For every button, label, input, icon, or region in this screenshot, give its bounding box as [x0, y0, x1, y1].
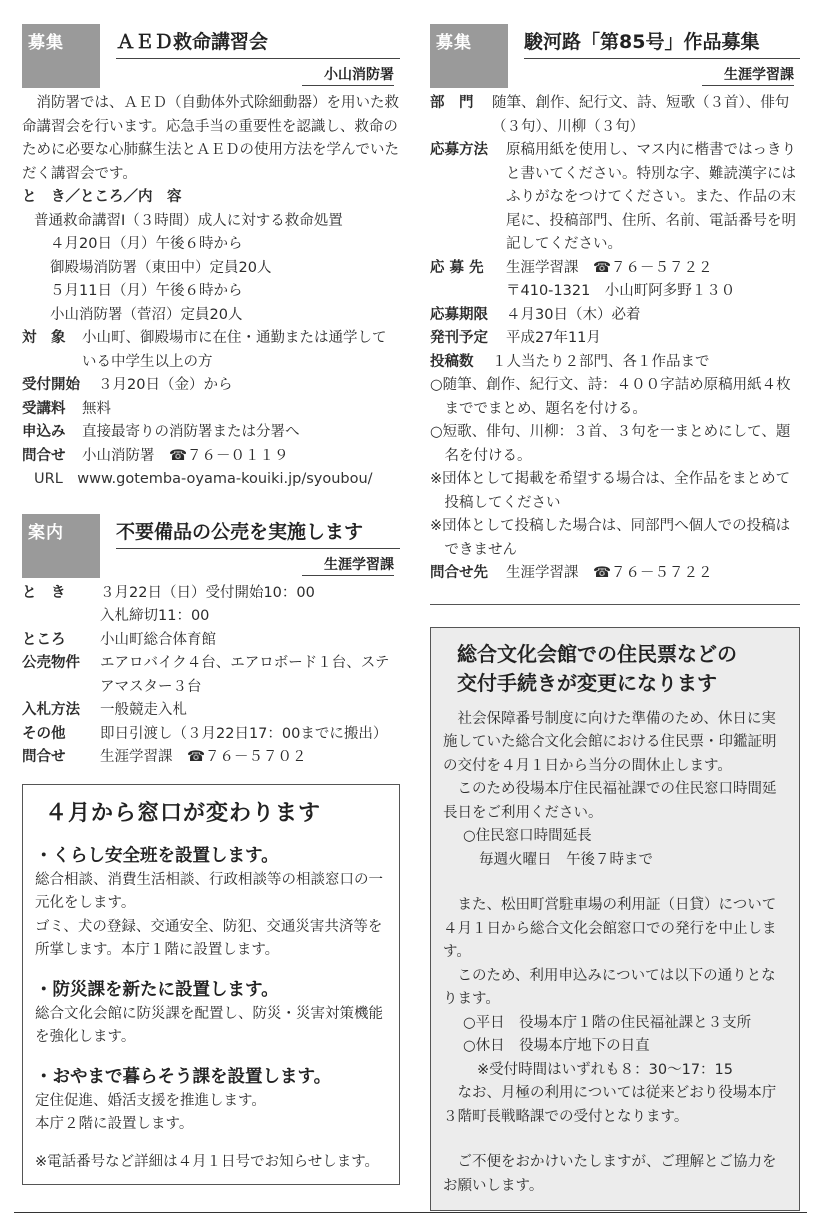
auction-row-label: と き [22, 584, 66, 601]
aed-schedule-3: ５月11日（月）午後６時から [50, 283, 243, 299]
auction-row [22, 582, 400, 606]
aed-contact: 小山消防署 ☎７６－０１１９ [82, 447, 289, 464]
surugaji-note: ○短歌、俳句、川柳：３首、３句を一まとめにして、題名を付ける。 [430, 424, 791, 464]
surugaji-contact-row [430, 562, 800, 586]
aed-url-link[interactable]: URL www.gotemba-oyama-kouiki.jp/syoubou/ [34, 471, 373, 487]
surugaji-row [430, 257, 800, 281]
surugaji-section [430, 24, 800, 586]
window-change-heading: ・おやまで暮らそう課を設置します。 [35, 1066, 332, 1087]
window-change-heading: ・防災課を新たに設置します。 [35, 979, 279, 1000]
bunka-p6: ご不便をおかけいたしますが、ご理解とご協力をお願いします。 [443, 1154, 777, 1194]
aed-target: 小山町、御殿場市に在住・通勤または通学している中学生以上の方 [82, 330, 387, 370]
auction-title: 不要備品の公売を実施します [116, 520, 400, 549]
recruit-tag: 募集 [22, 24, 100, 88]
window-change-line: ゴミ、犬の登録、交通安全、防犯、交通災害共済等を所掌します。本庁１階に設置します。 [35, 918, 383, 958]
surugaji-row [430, 304, 800, 328]
surugaji-row-value: １人当たり２部門、各１作品まで [492, 353, 710, 370]
window-change-line: 本庁２階に設置します。 [35, 1116, 194, 1132]
bunka-p3: また、松田町営駐車場の利用証（日貸）について４月１日から総合文化会館窓口での発行を中止します。 [443, 897, 777, 960]
auction-row-label: 入札方法 [22, 702, 80, 718]
window-change-note: ※電話番号など詳細は４月１日号でお知らせします。 [35, 1153, 380, 1170]
auction-row-label: ところ [22, 631, 66, 648]
surugaji-header [430, 24, 800, 88]
aed-schedule-2: 御殿場消防署（東田中）定員20人 [50, 259, 272, 276]
aed-reception-row [22, 374, 400, 398]
auction-row-value: エアロバイク４台、エアロボード１台、ステアマスター３台 [100, 655, 390, 695]
surugaji-row-label: 応 募 先 [430, 259, 484, 276]
aed-schedule-0: 普通救命講習Ⅰ（３時間）成人に対する救命処置 [34, 212, 343, 229]
surugaji-note: ※団体として掲載を希望する場合は、全作品をまとめて投稿してください [430, 471, 791, 511]
bunka-p2b: 毎週火曜日 午後７時まで [479, 851, 653, 868]
aed-fee-row [22, 398, 400, 422]
auction-header [22, 514, 400, 578]
surugaji-note: ※団体として投稿した場合は、同部門へ個人での投稿はできません [430, 518, 791, 558]
surugaji-row [430, 280, 800, 304]
aed-target-label: 対 象 [22, 330, 66, 346]
auction-row-label [22, 605, 100, 629]
aed-apply-row [22, 421, 400, 445]
aed-contact-label: 問合せ [22, 447, 66, 464]
aed-reception-label: 受付開始 [22, 377, 80, 393]
right-column [430, 24, 800, 1211]
left-column [22, 24, 400, 1185]
bunka-title-line2: 交付手続きが変更になります [457, 670, 717, 695]
bunka-p4a: ○平日 役場本庁１階の住民福祉課と３支所 [463, 1014, 752, 1031]
surugaji-title: 駿河路「第85号」作品募集 [524, 30, 800, 59]
surugaji-row [430, 327, 800, 351]
auction-row [22, 723, 400, 747]
aed-contact-row [22, 445, 400, 469]
bunka-p2: このため役場本庁住民福祉課での住民窓口時間延長日をご利用ください。 [443, 781, 777, 821]
surugaji-row-value: 平成27年11月 [506, 330, 601, 346]
window-change-box [22, 784, 400, 1186]
divider [430, 604, 800, 605]
aed-header [22, 24, 400, 88]
aed-apply: 直接最寄りの消防署または分署へ [82, 424, 300, 440]
aed-dept: 小山消防署 [302, 65, 394, 86]
surugaji-contact: 生涯学習課 ☎７６－５７２２ [506, 565, 713, 581]
window-change-line: 総合文化会館に防災課を配置し、防災・災害対策機能を強化します。 [35, 1005, 383, 1045]
aed-reception: ３月20日（金）から [98, 377, 233, 393]
surugaji-note: ○随筆、創作、紀行文、詩：４００字詰め原稿用紙４枚まででまとめ、題名を付ける。 [430, 377, 791, 417]
auction-row-value: 生涯学習課 ☎７６－５７０２ [100, 749, 307, 765]
aed-title: ＡＥＤ救命講習会 [116, 30, 400, 59]
surugaji-row-value: 原稿用紙を使用し、マス内に楷書ではっきりと書いてください。特別な字、難読漢字にはふりがなをつけてください。また、作品の末尾に、投稿部門、住所、名前、電話番号を明記してください。 [506, 142, 796, 252]
aed-apply-label: 申込み [22, 424, 66, 440]
aed-schedule-4: 小山消防署（菅沼）定員20人 [50, 306, 243, 323]
surugaji-dept: 生涯学習課 [702, 65, 794, 86]
auction-row-value: 入札締切11：00 [100, 608, 210, 624]
aed-intro: 消防署では、ＡＥＤ（自動体外式除細動器）を用いた救命講習会を行います。応急手当の重要性を認識し、救命のために必要な心肺蘇生法とＡＥＤの使用方法を学んでいただく講習会です。 [22, 95, 399, 182]
bunka-title-line1: 総合文化会館での住民票などの [457, 641, 737, 666]
recruit-tag: 募集 [430, 24, 508, 88]
auction-row [22, 652, 400, 699]
surugaji-row [430, 139, 800, 257]
auction-row-label: その他 [22, 725, 66, 742]
auction-row-value: 即日引渡し（３月22日17：00までに搬出） [100, 725, 388, 742]
bunka-p5: なお、月極の利用については従来どおり役場本庁３階町長戦略課での受付となります。 [443, 1085, 777, 1125]
bottom-rule [14, 1212, 807, 1213]
surugaji-row-label: 投稿数 [430, 353, 474, 370]
bunka-p4c: ※受付時間はいずれも８：30～17：15 [477, 1061, 734, 1078]
surugaji-row [430, 351, 800, 375]
surugaji-row [430, 92, 800, 139]
surugaji-row-label: 応募期限 [430, 306, 488, 323]
auction-row [22, 605, 400, 629]
surugaji-row-label [430, 280, 506, 304]
bunka-p2a: ○住民窓口時間延長 [463, 828, 592, 844]
surugaji-row-label: 部 門 [430, 95, 474, 111]
window-change-line: 総合相談、消費生活相談、行政相談等の相談窓口の一元化をします。 [35, 871, 383, 911]
aed-fee: 無料 [82, 400, 111, 417]
surugaji-row-value: 〒410-1321 小山町阿多野１３０ [506, 283, 736, 299]
auction-dept: 生涯学習課 [302, 555, 394, 576]
bunka-p4: このため、利用申込みについては以下の通りとなります。 [443, 967, 776, 1007]
aed-section [22, 24, 400, 492]
bunka-p1: 社会保障番号制度に向けた準備のため、休日に実施していた総合文化会館における住民票・印鑑証明の交付を４月１日から当分の間休止します。 [443, 710, 777, 774]
surugaji-row-label: 応募方法 [430, 142, 488, 158]
window-change-heading: ・くらし安全班を設置します。 [35, 845, 279, 866]
surugaji-row-value: 随筆、創作、紀行文、詩、短歌（３首）、俳句（３句）、川柳（３句） [492, 95, 790, 135]
window-change-line: 定住促進、婚活支援を推進します。 [35, 1092, 266, 1109]
auction-row [22, 629, 400, 653]
auction-row-value: ３月22日（日）受付開始10：00 [100, 584, 315, 601]
surugaji-row-value: ４月30日（木）必着 [506, 306, 641, 323]
auction-row-value: 小山町総合体育館 [100, 631, 216, 648]
auction-row [22, 699, 400, 723]
bunka-box [430, 627, 800, 1212]
bunka-p4b: ○休日 役場本庁地下の日直 [463, 1038, 650, 1054]
auction-row-label: 公売物件 [22, 655, 80, 671]
info-tag: 案内 [22, 514, 100, 578]
aed-schedule-label: と き／ところ／内 容 [22, 189, 182, 205]
auction-row-label: 問合せ [22, 749, 66, 765]
surugaji-contact-label: 問合せ先 [430, 565, 488, 581]
auction-section [22, 514, 400, 770]
surugaji-row-value: 生涯学習課 ☎７６－５７２２ [506, 259, 713, 276]
aed-schedule-1: ４月20日（月）午後６時から [50, 236, 243, 252]
auction-row-value: 一般競走入札 [100, 702, 187, 718]
aed-target-row [22, 327, 400, 374]
window-change-title: ４月から窓口が変わります [45, 800, 322, 826]
auction-row [22, 746, 400, 770]
aed-fee-label: 受講料 [22, 400, 66, 417]
surugaji-row-label: 発刊予定 [430, 330, 488, 346]
